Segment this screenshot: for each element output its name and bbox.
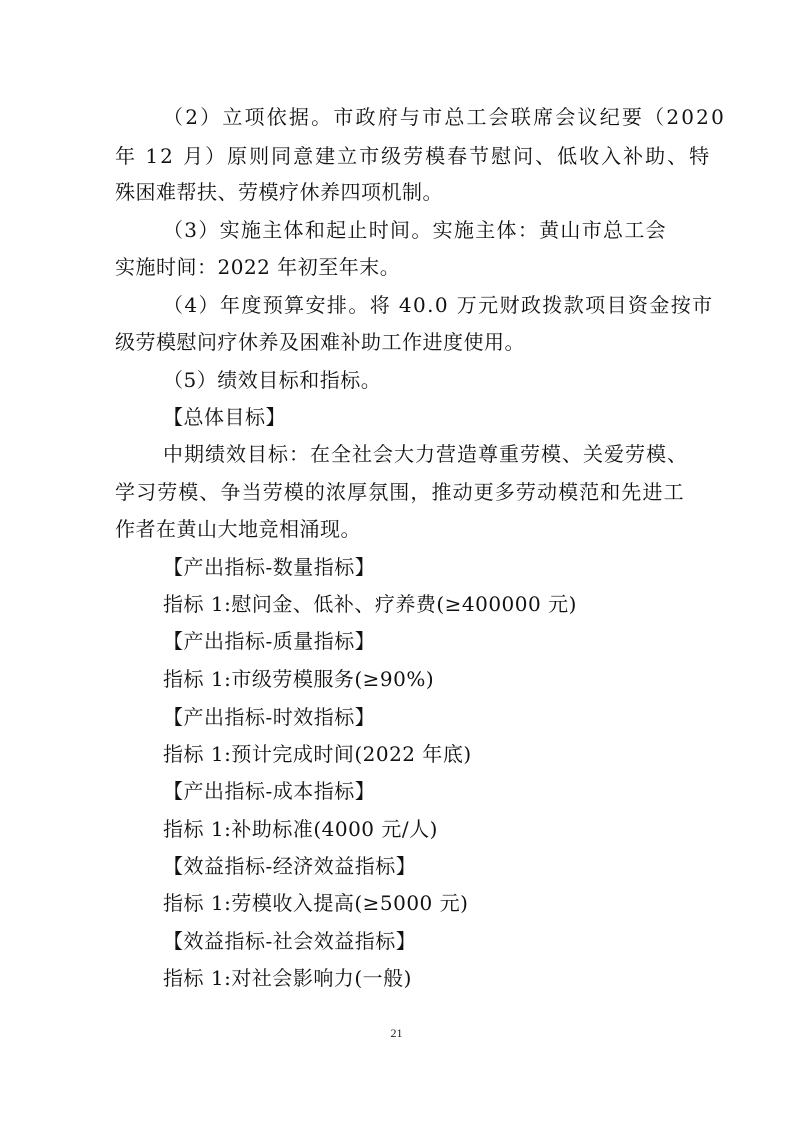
bracket-heading-quality-indicator: 【产出指标-质量指标】	[163, 629, 376, 653]
paragraph-budget-line-2: 级劳模慰问疗休养及困难补助工作进度使用。	[115, 330, 525, 354]
indicator-cost: 指标 1:补助标准(4000 元/人)	[163, 817, 438, 841]
indicator-economic-benefit: 指标 1:劳模收入提高(≥5000 元)	[163, 891, 469, 915]
bracket-heading-cost-indicator: 【产出指标-成本指标】	[163, 779, 376, 803]
section-heading-goals: （5）绩效目标和指标。	[163, 368, 382, 392]
bracket-heading-economic-benefit: 【效益指标-经济效益指标】	[163, 854, 417, 878]
indicator-quality: 指标 1:市级劳模服务(≥90%)	[163, 667, 435, 691]
bracket-heading-timeliness-indicator: 【产出指标-时效指标】	[163, 705, 376, 729]
paragraph-basis-line-3: 殊困难帮扶、劳模疗休养四项机制。	[115, 180, 443, 204]
bracket-heading-social-benefit: 【效益指标-社会效益指标】	[163, 929, 417, 953]
bracket-heading-quantity-indicator: 【产出指标-数量指标】	[163, 555, 376, 579]
paragraph-budget-line-1: （4）年度预算安排。将 40.0 万元财政拨款项目资金按市	[163, 293, 714, 317]
paragraph-midterm-goal-line-2: 学习劳模、争当劳模的浓厚氛围，推动更多劳动模范和先进工	[115, 480, 685, 504]
paragraph-implementer-line-2: 实施时间：2022 年初至年末。	[115, 255, 401, 279]
indicator-quantity: 指标 1:慰问金、低补、疗养费(≥400000 元)	[163, 592, 577, 616]
page-number: 21	[390, 1026, 403, 1040]
paragraph-midterm-goal-line-1: 中期绩效目标：在全社会大力营造尊重劳模、关爱劳模、	[163, 442, 688, 466]
indicator-timeliness: 指标 1:预计完成时间(2022 年底)	[163, 742, 472, 766]
paragraph-basis-line-2: 年 12 月）原则同意建立市级劳模春节慰问、低收入补助、特	[115, 144, 712, 168]
bracket-heading-overall-goal: 【总体目标】	[163, 405, 286, 429]
indicator-social-benefit: 指标 1:对社会影响力(一般)	[163, 966, 412, 990]
paragraph-basis-line-1: （2）立项依据。市政府与市总工会联席会议纪要（2020	[163, 105, 727, 129]
paragraph-implementer-line-1: （3）实施主体和起止时间。实施主体：黄山市总工会	[163, 218, 667, 242]
paragraph-midterm-goal-line-3: 作者在黄山大地竞相涌现。	[115, 517, 361, 541]
